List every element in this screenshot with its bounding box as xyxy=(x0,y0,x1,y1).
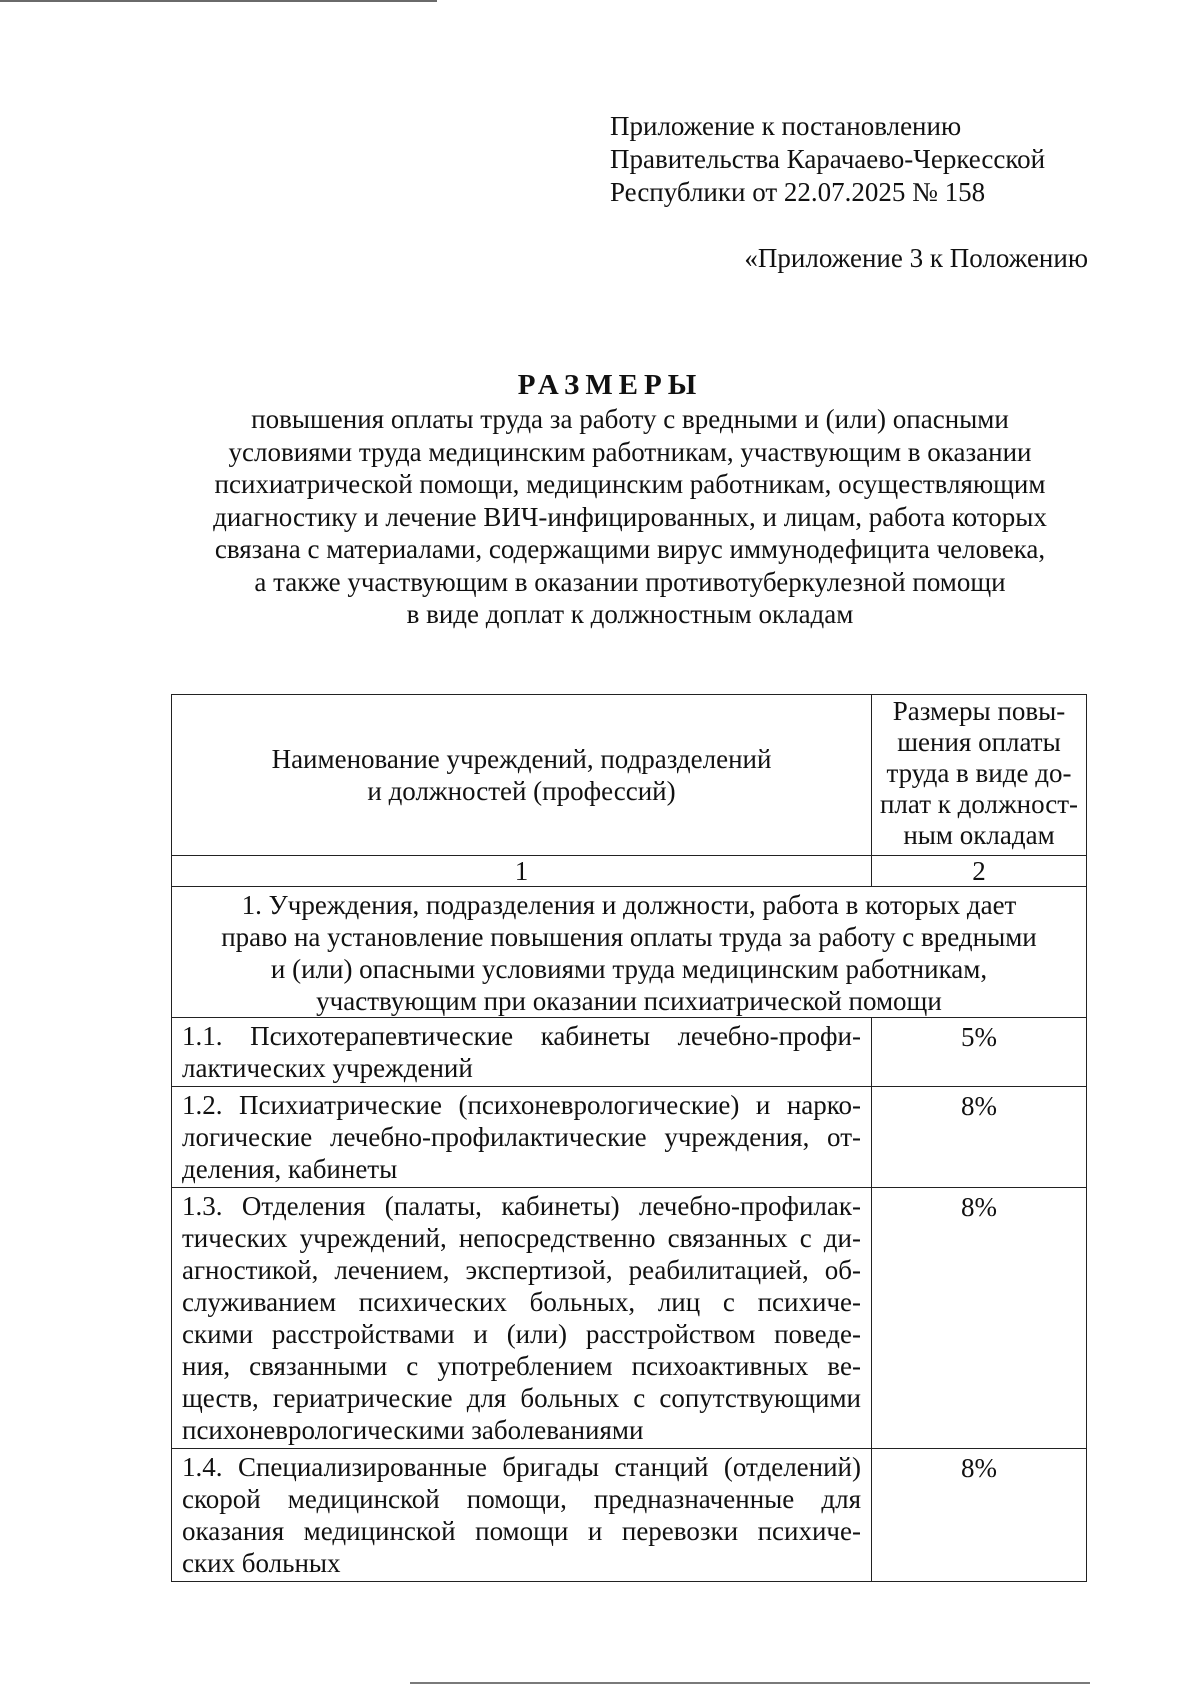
subtitle-line: диагностику и лечение ВИЧ-инфицированных, и лицам, работа которых xyxy=(213,501,1047,532)
section-heading: 1. Учреждения, подразделения и должности, работа в которых дает право на установление повышения оплаты труда за работу с вредными и (или) опасными условиями труда медицинским работникам, участвующим при оказании психиатрической помощи xyxy=(172,887,1087,1018)
institution-cell: 1.1. Психотерапевтические кабинеты лечебно-профи- лактических учреждений xyxy=(172,1018,872,1087)
institution-cell: 1.2. Психиатрические (психоневрологические) и нарко- логические лечебно-профилактические учреждения, от- деления, кабинеты xyxy=(172,1087,872,1188)
table-row xyxy=(172,1188,1087,1449)
subtitle-line: психиатрической помощи, медицинским работникам, осуществляющим xyxy=(214,469,1046,499)
column-number-row xyxy=(172,856,1087,887)
section-row xyxy=(172,887,1087,1018)
header-line: Приложение к постановлению xyxy=(610,111,962,141)
document-subtitle xyxy=(150,403,1110,631)
table-row xyxy=(172,1018,1087,1087)
appendix-reference: «Приложение 3 к Положению xyxy=(744,243,1088,273)
column-header-name: Наименование учреждений, подразделений и должностей (профессий) xyxy=(172,695,872,856)
subtitle-line: условиями труда медицинским работникам, участвующим в оказании xyxy=(228,436,1032,467)
rate-cell: 8% xyxy=(872,1087,1087,1188)
header-line: Республики от 22.07.2025 № 158 xyxy=(610,177,986,207)
document-title: РАЗМЕРЫ xyxy=(517,369,703,401)
rate-cell: 8% xyxy=(872,1449,1087,1582)
table-row xyxy=(172,1087,1087,1188)
header-line: Правительства Карачаево-Черкесской xyxy=(610,144,1046,174)
resolution-reference xyxy=(610,110,1045,209)
subtitle-line: в виде доплат к должностным окладам xyxy=(406,599,854,629)
table-row xyxy=(172,1449,1087,1582)
column-header-rate: Размеры повы- шения оплаты труда в виде до- плат к должност- ным окладам xyxy=(872,695,1087,856)
column-number: 1 xyxy=(172,856,872,887)
subtitle-line: повышения оплаты труда за работу с вредными и (или) опасными xyxy=(251,404,1009,434)
scan-edge-bottom xyxy=(410,1682,1090,1684)
rate-cell: 5% xyxy=(872,1018,1087,1087)
subtitle-line: связана с материалами, содержащими вирус иммунодефицита человека, xyxy=(214,534,1046,564)
column-number: 2 xyxy=(872,856,1087,887)
subtitle-line: а также участвующим в оказании противотуберкулезной помощи xyxy=(254,566,1006,597)
institution-cell: 1.3. Отделения (палаты, кабинеты) лечебно-профилак- тических учреждений, непосредственно связанных с ди- агностикой, лечением, экспертизой, реабилитацией, об- служиванием психических больных, лиц с психиче- скими расстройствами и (или) расстройством поведе- ния, связанными с употреблением психоактивных ве- ществ, гериатрические для больных с сопутствующими психоневрологическими заболеваниями xyxy=(172,1188,872,1449)
scan-edge-top xyxy=(0,0,437,2)
institution-cell: 1.4. Специализированные бригады станций (отделений) скорой медицинской помощи, предназначенные для оказания медицинской помощи и перевозки психиче- ских больных xyxy=(172,1449,872,1582)
rate-cell: 8% xyxy=(872,1188,1087,1449)
table-header-row xyxy=(172,695,1087,856)
rates-table xyxy=(171,694,1087,1582)
